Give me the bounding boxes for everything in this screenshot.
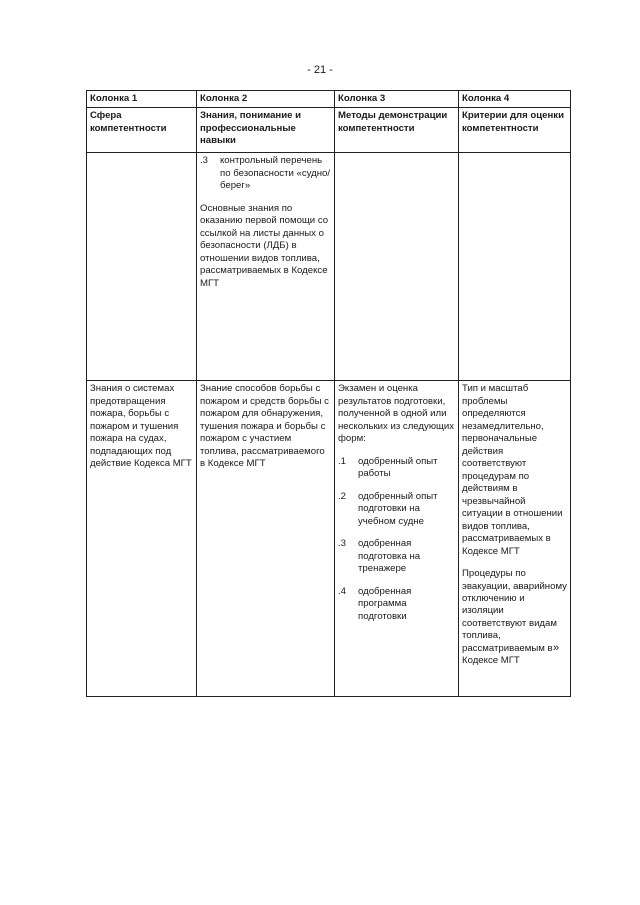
item-text: одобренный опыт работы	[358, 455, 438, 480]
table-row	[87, 153, 571, 381]
col-header-1: Колонка 1	[87, 91, 197, 108]
item-number: .2	[338, 490, 347, 502]
row1-col3-cell	[335, 153, 459, 381]
row2-col1-cell: Знания о системах предотвращения пожара, борьбы с пожаром и тушения пожара на судах, подпадающих под действие Кодекса МГТ	[87, 381, 197, 697]
item-number: .3	[200, 155, 209, 167]
item-number: .3	[338, 538, 347, 550]
item-text: одобренный опыт подготовки на учебном судне	[358, 490, 438, 527]
criteria-paragraph-2: Процедуры по эвакуации, аварийному отключению и изоляции соответствуют видам топлива, рассматриваемым в Кодексе МГТ	[462, 568, 567, 667]
col-header-2: Колонка 2	[197, 91, 335, 108]
list-item	[338, 586, 455, 623]
item-text: одобренная подготовка на тренажере	[358, 538, 421, 575]
sub-header-competence: Сфера компетентности	[87, 108, 197, 153]
col-header-3: Колонка 3	[335, 91, 459, 108]
page-number: - 21 -	[307, 64, 333, 76]
list-item	[338, 456, 455, 481]
item-text: контрольный перечень по безопасности «судно/берег»	[220, 155, 331, 192]
sub-header-criteria: Критерии для оценки компетентности	[459, 108, 571, 153]
sub-header-methods: Методы демонстрации компетентности	[335, 108, 459, 153]
item-number: .1	[338, 455, 347, 467]
criteria-paragraph-1: Тип и масштаб проблемы определяются незамедлительно, первоначальные действия соответствуют процедурам по действиям в чрезвычайной ситуации в отношении видов топлива, рассматриваемых в Кодексе МГТ	[462, 383, 563, 557]
row1-col4-cell	[459, 153, 571, 381]
col-header-4: Колонка 4	[459, 91, 571, 108]
column-number-row	[87, 91, 571, 108]
list-item	[338, 538, 455, 575]
row2-col3-cell	[335, 381, 459, 697]
competence-table	[86, 90, 571, 697]
first-aid-paragraph: Основные знания по оказанию первой помощи со ссылкой на листы данных о безопасности (ЛДБ) в отношении видов топлива, рассматриваемых в Кодексе МГТ	[200, 202, 329, 289]
row1-col2-cell	[197, 153, 335, 381]
closing-quote-mark: »	[553, 642, 560, 654]
sub-header-knowledge: Знания, понимание и профессиональные навыки	[197, 108, 335, 153]
methods-intro: Экзамен и оценка результатов подготовки, полученной в одной или нескольких из следующих форм:	[338, 383, 455, 445]
list-item	[200, 155, 331, 192]
column-title-row	[87, 108, 571, 153]
item-text: одобренная программа подготовки	[358, 585, 412, 622]
row2-col2-cell: Знание способов борьбы с пожаром и средств борьбы с пожаром для обнаружения, тушения пожара и борьбы с пожаром с участием топлива, рассматриваемого в Кодексе МГТ	[197, 381, 335, 697]
item-number: .4	[338, 585, 347, 597]
row1-col1-cell	[87, 153, 197, 381]
table-row	[87, 381, 571, 697]
list-item	[338, 491, 455, 528]
